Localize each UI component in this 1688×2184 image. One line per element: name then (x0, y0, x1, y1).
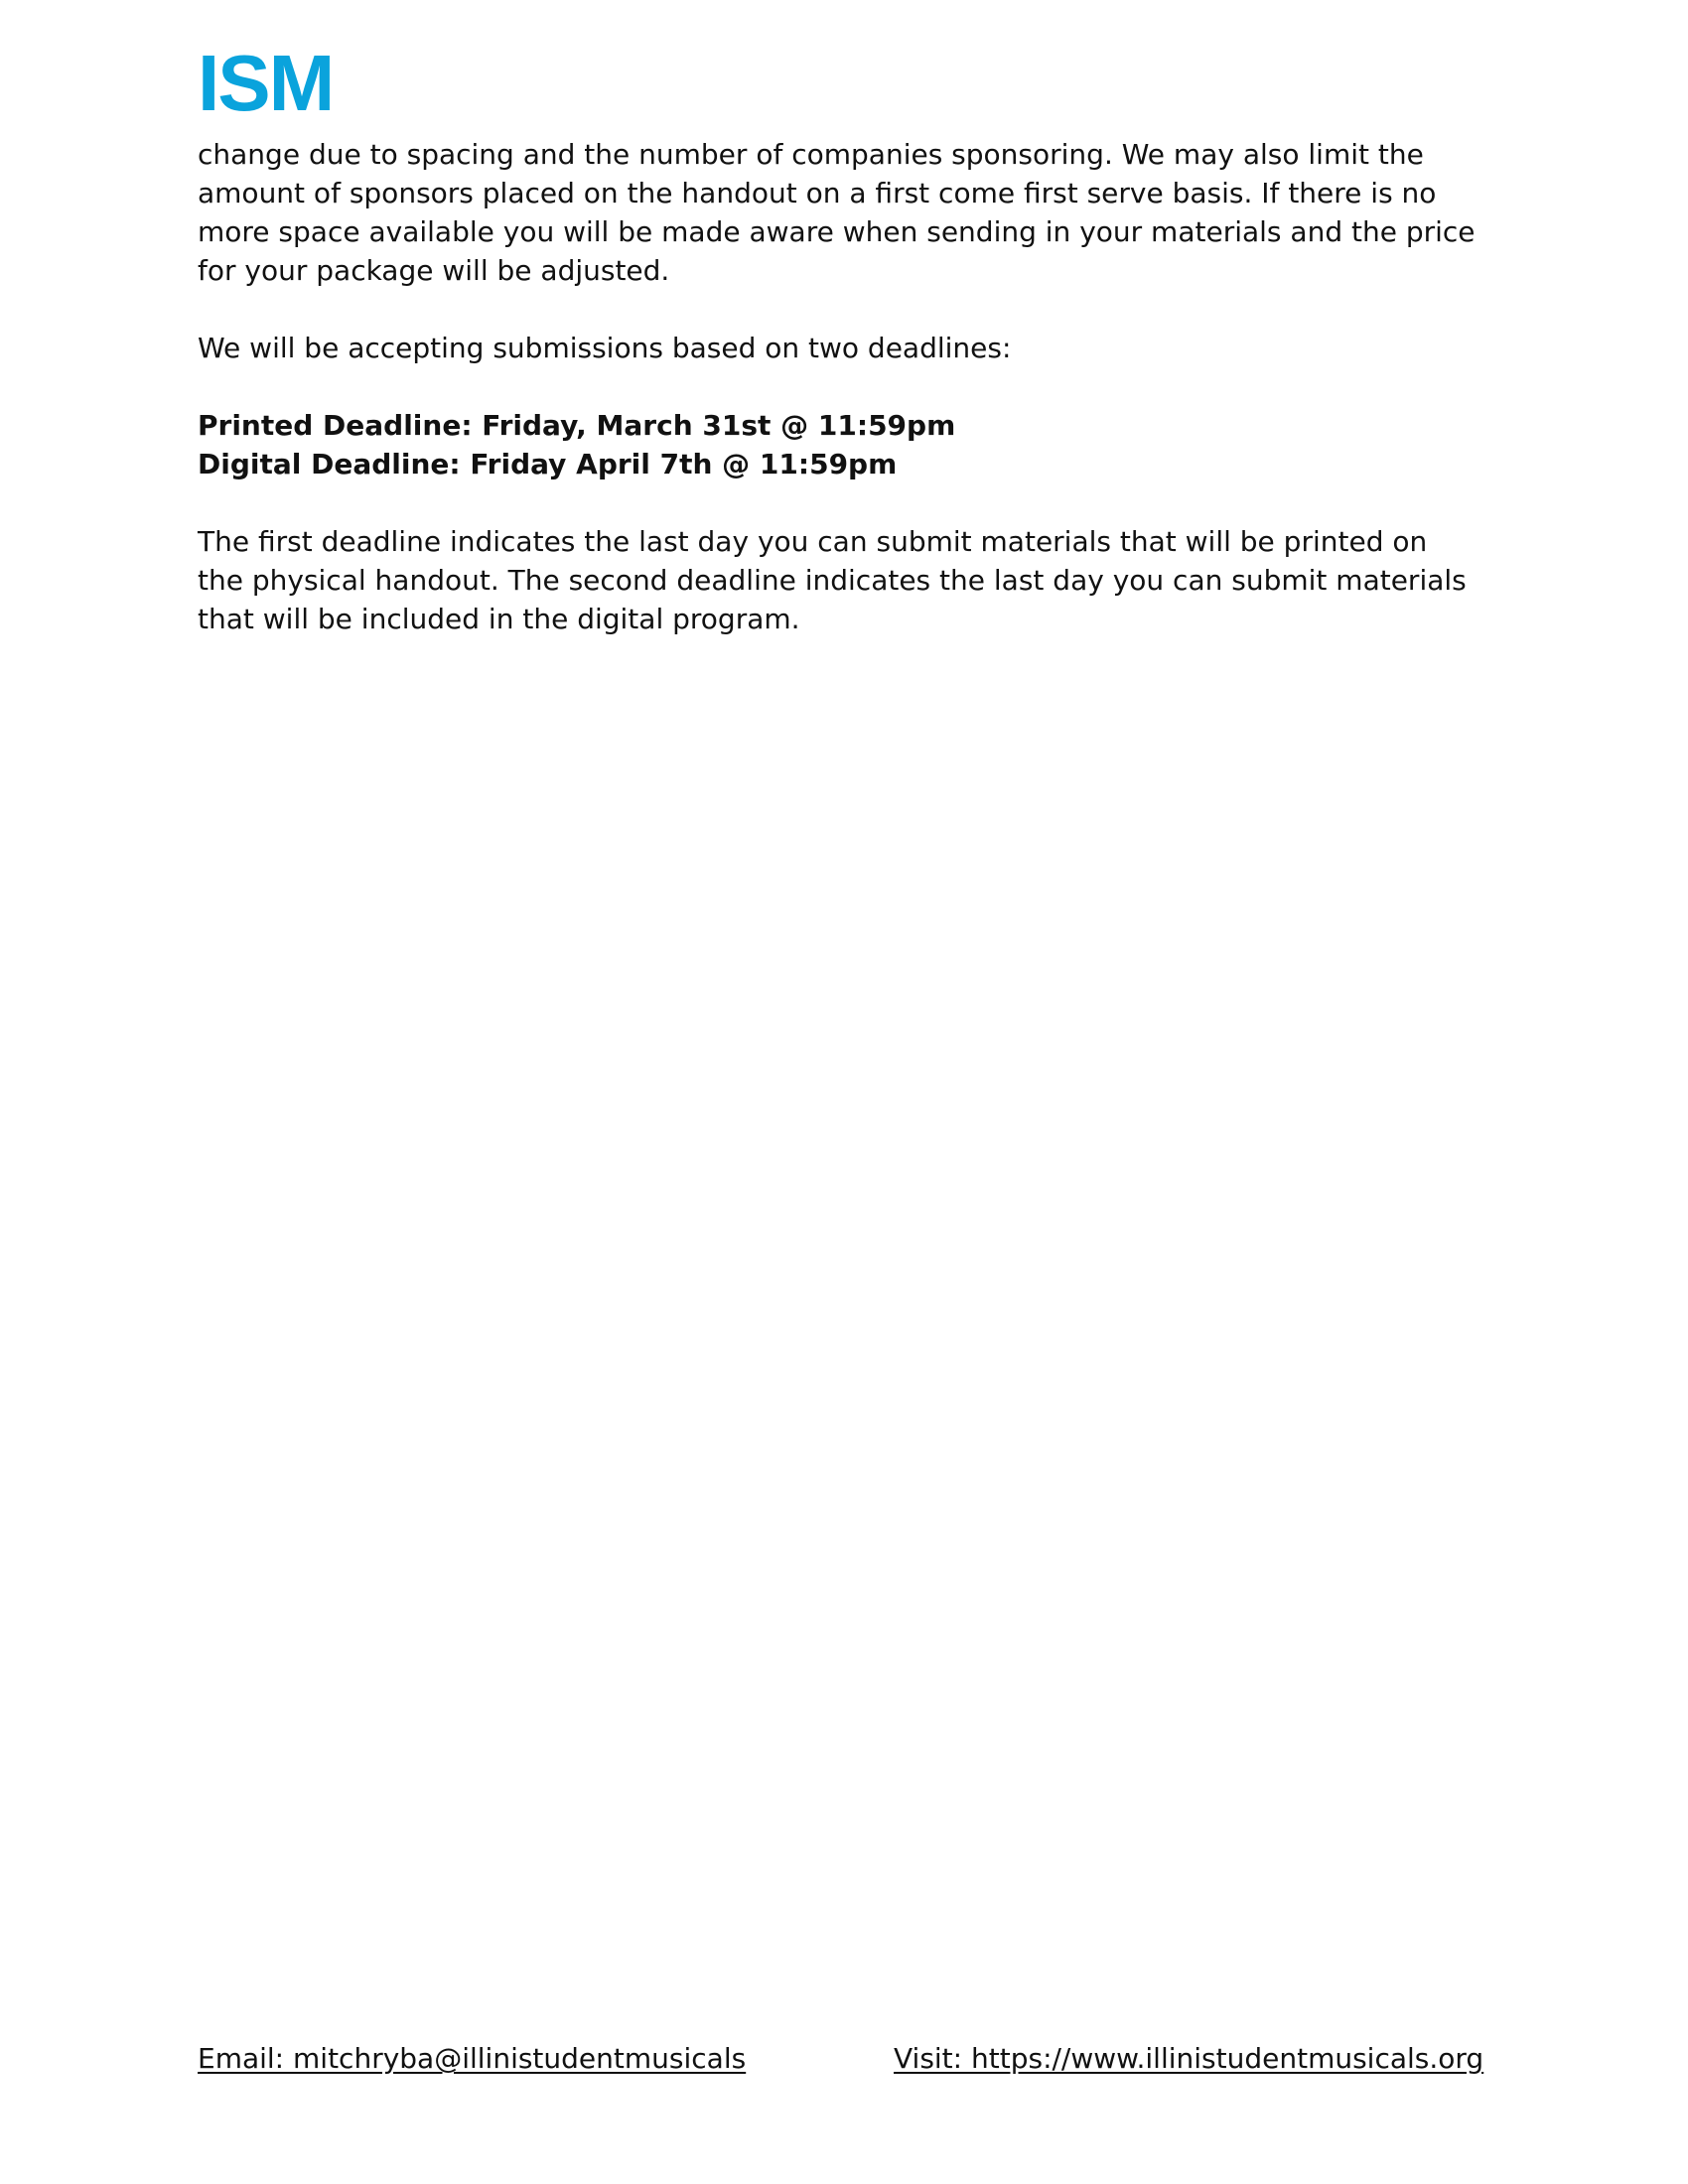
document-body (198, 135, 1478, 677)
website-link[interactable]: Visit: https://www.illinistudentmusicals.org (894, 2042, 1484, 2075)
sponsorship-paragraph: change due to spacing and the number of companies sponsoring. We may also limit the amount of sponsors placed on the handout on a first come first serve basis. If there is no more space available you will be made aware when sending in your materials and the price for your package will be adjusted. (198, 138, 1476, 287)
ism-logo: ISM (198, 39, 334, 127)
deadline-explanation: The first deadline indicates the last day you can submit materials that will be printed on the physical handout. The second deadline indicates the last day you can submit materials that will be included in the digital program. (198, 525, 1467, 635)
submissions-intro: We will be accepting submissions based on two deadlines: (198, 332, 1012, 364)
email-link[interactable]: Email: mitchryba@illinistudentmusicals (198, 2042, 747, 2075)
deadlines-block (198, 406, 1478, 483)
printed-deadline: Printed Deadline: Friday, March 31st @ 11:59pm (198, 409, 956, 442)
digital-deadline: Digital Deadline: Friday April 7th @ 11:59pm (198, 448, 898, 480)
